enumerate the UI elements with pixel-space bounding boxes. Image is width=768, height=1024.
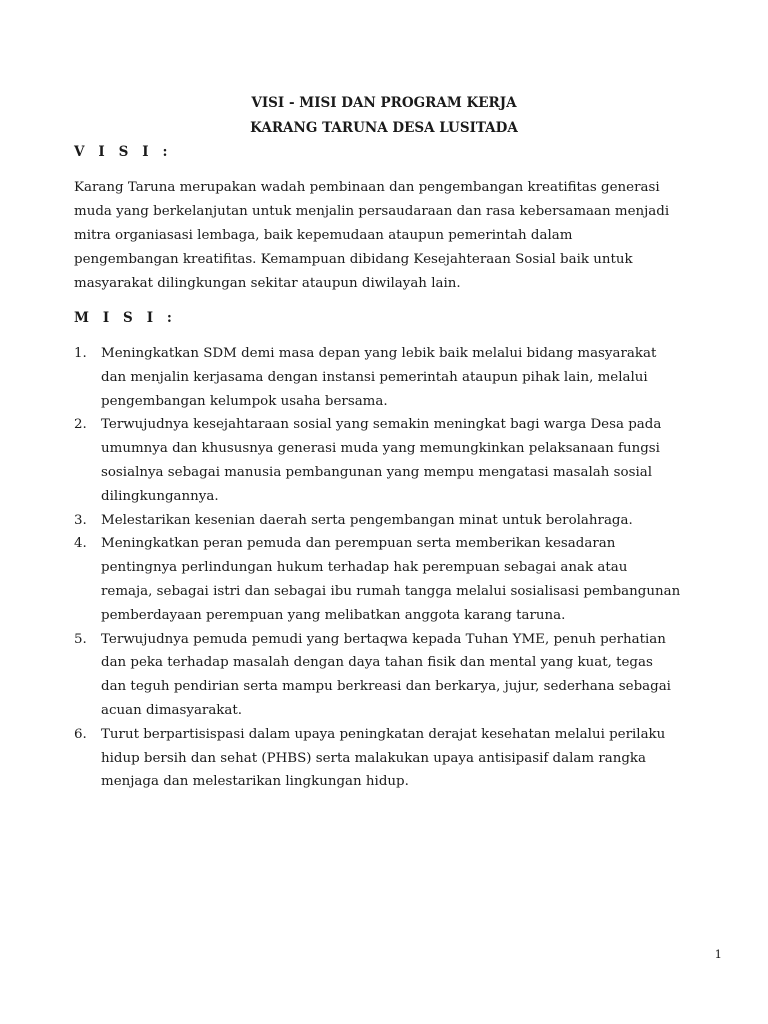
misi-item-line: Terwujudnya kesejahtaraan sosial yang semakin meningkat bagi warga Desa pada	[101, 417, 662, 433]
misi-list-item	[74, 413, 724, 508]
visi-line: Karang Taruna merupakan wadah pembinaan dan pengembangan kreatifitas generasi	[74, 180, 660, 195]
misi-list-item	[74, 532, 724, 627]
misi-item-number: 6.	[74, 726, 87, 742]
misi-item-number: 2.	[74, 417, 87, 433]
misi-item-line: Turut berpartisispasi dalam upaya peningkatan derajat kesehatan melalui perilaku	[101, 726, 666, 742]
misi-item-line: pentingnya perlindungan hukum terhadap hak perempuan sebagai anak atau	[101, 560, 628, 576]
misi-item-line: acuan dimasyarakat.	[101, 702, 243, 718]
visi-heading: V I S I :	[74, 144, 173, 160]
misi-heading: M I S I :	[74, 310, 177, 326]
page-number: 1	[714, 947, 722, 961]
misi-item-line: Melestarikan kesenian daerah serta pengembangan minat untuk berolahraga.	[101, 512, 633, 528]
misi-item-line: Meningkatkan SDM demi masa depan yang lebik baik melalui bidang masyarakat	[101, 346, 657, 361]
misi-item-number: 5.	[74, 631, 87, 647]
misi-item-line: dilingkungannya.	[101, 488, 219, 504]
misi-item-line: Meningkatkan peran pemuda dan perempuan serta memberikan kesadaran	[101, 536, 616, 552]
misi-list-item	[74, 342, 724, 413]
misi-item-line: remaja, sebagai istri dan sebagai ibu rumah tangga melalui sosialisasi pembangunan	[101, 583, 681, 599]
misi-item-line: Terwujudnya pemuda pemudi yang bertaqwa kepada Tuhan YME, penuh perhatian	[101, 631, 666, 647]
visi-line: pengembangan kreatifitas. Kemampuan dibidang Kesejahteraan Sosial baik untuk	[74, 252, 633, 268]
visi-line: muda yang berkelanjutan untuk menjalin persaudaraan dan rasa kebersamaan menjadi	[74, 204, 670, 220]
misi-list	[74, 342, 724, 794]
misi-item-line: menjaga dan melestarikan lingkungan hidup.	[101, 774, 409, 790]
visi-line: mitra organiasasi lembaga, baik kepemudaan ataupun pemerintah dalam	[74, 228, 573, 244]
misi-item-number: 4.	[74, 536, 87, 552]
visi-line: masyarakat dilingkungan sekitar ataupun diwilayah lain.	[74, 276, 461, 292]
misi-item-number: 1.	[74, 346, 87, 361]
document-title-line-2: KARANG TARUNA DESA LUSITADA	[250, 120, 518, 136]
misi-item-line: dan peka terhadap masalah dengan daya tahan fisik dan mental yang kuat, tegas	[101, 655, 653, 671]
document-title-line-1: VISI - MISI DAN PROGRAM KERJA	[251, 95, 517, 111]
misi-item-line: umumnya dan khususnya generasi muda yang memungkinkan pelaksanaan fungsi	[101, 441, 660, 457]
misi-item-line: dan teguh pendirian serta mampu berkreasi dan berkarya, jujur, sederhana sebagai	[101, 679, 671, 695]
misi-item-number: 3.	[74, 512, 87, 528]
misi-item-line: pengembangan kelumpok usaha bersama.	[101, 393, 388, 409]
visi-paragraph	[74, 176, 704, 296]
misi-list-item	[74, 723, 724, 794]
misi-item-line: hidup bersih dan sehat (PHBS) serta malakukan upaya antisipasif dalam rangka	[101, 750, 647, 766]
misi-item-line: sosialnya sebagai manusia pembangunan yang mempu mengatasi masalah sosial	[101, 464, 652, 480]
misi-item-line: pemberdayaan perempuan yang melibatkan anggota karang taruna.	[101, 607, 566, 623]
misi-list-item	[74, 628, 724, 723]
misi-item-line: dan menjalin kerjasama dengan instansi pemerintah ataupun pihak lain, melalui	[101, 369, 648, 385]
misi-list-item	[74, 509, 724, 533]
